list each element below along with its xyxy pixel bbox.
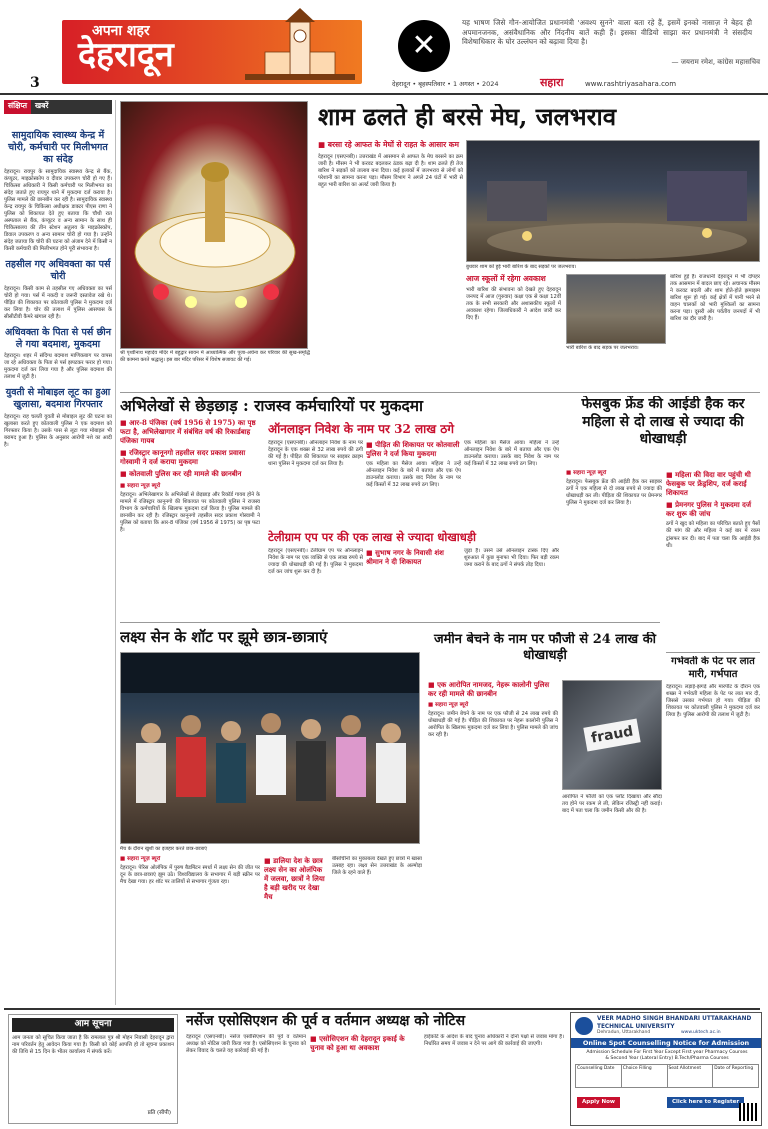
facebook-point-2: ■ प्रेमनगर पुलिस ने मुकदमा दर्ज कर शुरू की जांच (666, 500, 760, 518)
records-tamper-story (120, 418, 260, 618)
weather-continued: बारिश हुई है। राजधानी देहरादून में भी दोपहर तक आसमान में बादल छाए रहे। अचानक मौसम ने करवट बदली और शाम होते-होते झमाझम बारिश शुरू हो गई। कई क्षेत्रों में पानी भरने से वाहन चालकों को भारी मुश्किलों का सामना करना पड़ा। दूसरी ओर पर्वतीय जनपदों में भी बारिश का दौर जारी है। (670, 274, 760, 323)
soldier-fraud-headline: जमीन बेचने के नाम पर फौजी से 24 लाख की धोखाधड़ी (433, 632, 657, 664)
telegram-fraud-kicker: ■ सुभाष नगर के निवासी शंश श्रीमान ने दी शिकायत (366, 548, 461, 566)
public-notice-sign: प्रति (सीपी) (147, 1109, 171, 1116)
nurses-association-kicker-box (310, 1034, 420, 1124)
masthead (0, 0, 768, 96)
assault-headline: गर्भवती के पेट पर लात मारी, गर्भपात (671, 656, 755, 680)
records-point-3: ■ कोतवाली पुलिस कर रही मामले की छानबीन (120, 469, 260, 478)
byline: ■ सहारा न्यूज़ ब्यूरो (120, 856, 260, 863)
brief-item (4, 259, 112, 321)
section-rule (666, 652, 760, 653)
section-rule (120, 392, 760, 393)
lakshya-sen-kicker-box (264, 856, 328, 1006)
lakshya-sen-story (120, 856, 260, 1006)
byline: ■ सहारा न्यूज़ ब्यूरो (120, 483, 260, 490)
facebook-fraud-body: देहरादून। फेसबुक फ्रेंड की आईडी हैक कर साइबर ठगों ने एक महिला से दो लाख रुपये से ज्यादा की धोखाधड़ी कर ली। पीड़िता की शिकायत पर प्रेमनगर पुलिस ने मुकदमा दर्ज कर लिया है। (566, 479, 662, 507)
masthead-rule (0, 93, 768, 95)
school-holiday-kicker: आज स्कूलों में रहेगा अवकाश (466, 274, 546, 283)
facebook-point-1: ■ महिला की विदा वार पहुंची थी फेसबुक पर फ्रेंड्रशिप, दर्ज कराई शिकायत (666, 470, 760, 497)
brief-body: देहरादून। शहर में संदिग्ध बदमाश माणिकबाग पर वापस जा रहे अधिवक्ता के पिता से पर्स झपटकर फरार हो गया। मुकदमा दर्ज कर लिया गया है और पुलिस बदमाश की तलाश में जुटी है। (4, 353, 112, 381)
weather-body: देहरादून (एसएनबी)। उत्तराखंड में आसमान से आफत के मेघ बरसने का क्रम जारी है। मौसम ने भी करवट बदलकर ठंडक बढ़ा दी है। शाम ढलते ही तेज बारिश ने सड़कों को तालाब बना दिया। कई इलाकों में जलभराव से लोगों को परेशानी का सामना करना पड़ा। मौसम विभाग ने अगले 24 घंटों में भारी से बहुत भारी बारिश का अलर्ट जारी किया है। (318, 153, 463, 188)
ad-col-c: Seat Allotment (668, 1065, 714, 1087)
university-website[interactable]: www.uktech.ac.in (681, 1030, 721, 1035)
section-rule (120, 622, 660, 623)
byline: ■ सहारा न्यूज़ ब्यूरो (428, 702, 558, 709)
nurses-association-headline: नर्सेज एसोसिएशन की पूर्व व वर्तमान अध्यक्ष को नोटिस (186, 1013, 466, 1029)
ad-col-d: Date of Reporting (714, 1066, 754, 1071)
apply-now-button[interactable]: Apply Now (577, 1097, 620, 1108)
public-notice-title: आम सूचना (12, 1018, 174, 1032)
quote-author: — जयराम रमेश, कांग्रेस महासचिव (671, 58, 760, 66)
nurses-association-kicker: ■ एसोसिएशन की देहरादून इकाई के चुनाव को हुआ था अवकाश (310, 1034, 420, 1052)
page-number: 3 (30, 75, 40, 91)
university-logo-icon (575, 1017, 593, 1035)
main-headline: शाम ढलते ही बरसे मेघ, जलभराव (318, 104, 617, 131)
brief-body: देहरादून। रायपुर के सामुदायिक स्वास्थ्य केन्द्र से बैंक, कंप्यूटर, माइक्रोस्कोप व दीवार उपकरण चोरी हो गए हैं। चिकित्सा अधिकारी ने किसी कर्मचारी पर मिलीभगत का संदेह जताते हुए रायपुर थाने में मुकदमा दर्ज कराया है। पुलिस मामले की छानबीन कर रही है। सामुदायिक स्वास्थ्य केन्द्र रायपुर के चिकित्सा अधीक्षक डाक्टर पीएस राणा ने पुलिस को शिकायत देते हुए बताया कि चौथी रात अस्पताल से बैंक, कंप्यूटर व अन्य सामान के साथ ही चिकित्सालय की तीन स्टेशन अतुलय के माइक्रोस्कोप, डिवाल उपकरण व अन्य सामान चोरी हो गया है। उन्होंने संदेह जताया कि चोरी की घटना को अंजाम देने में किसी न किसी कर्मचारी की मिलीभगत होने पूरी संभावना है। (4, 168, 112, 252)
lakshya-sen-body-2: बीसोचीनो का मुकाबला देखते हुए छात्रों में खासा उत्साह रहा। लक्ष्य सेन उत्तराखंड के अल्मोड़ा जिले के रहने वाले हैं। (332, 856, 422, 877)
soldier-fraud-body-2: आरोपित ने फौजी को एक प्लॉट दिखाया और सौदा तय होने पर रकम ले ली, लेकिन रजिस्ट्री नहीं कराई। बाद में पता चला कि जमीन किसी और की है। (562, 794, 662, 815)
brand-small: अपना शहर (92, 23, 150, 39)
dateline: देहरादून • बृहस्पतिवार • 1 अगस्त • 2024 (392, 80, 499, 88)
students-photo-caption: मैच के दौरान खुशी का इजहार करते छात्र-छात्राएं (120, 846, 207, 852)
facebook-fraud-points (666, 470, 760, 650)
brief-body: देहरादून। राह चलती युवती से मोबाइल लूट की घटना का खुलासा करते हुए कोतवाली पुलिस ने एक बदमाश को गिरफ्तार किया है। उसके पास से लूटा गया मोबाइल भी बरामद हुआ है। पुलिस के अनुसार आरोपी नशे का आदी है। (4, 414, 112, 449)
telegram-fraud-headline: टेलीग्राम एप पर की एक लाख से ज्यादा धोखाधड़ी (268, 530, 476, 544)
clock-tower-illustration (245, 8, 355, 82)
brief-item (4, 130, 112, 253)
lakshya-sen-body: देहरादून। पेरिस ओलंपिक में पुरुष बैडमिंटन स्पर्धा में लक्ष्य सेन की जीत पर दून के छात्र-छात्राएं झूम उठे। विश्वविद्यालय के सभागार में बड़ी स्क्रीन पर मैच देखा गया। हर शॉट पर तालियों से सभागार गूंजता रहा। (120, 865, 260, 886)
website-url[interactable]: www.rashtriyasahara.com (585, 80, 677, 88)
x-logo-icon: ✕ (398, 20, 450, 72)
rain-photo (466, 140, 760, 262)
brief-item (4, 387, 112, 449)
records-body: देहरादून। अभिलेखागार के अभिलेखों से छेड़छाड़ और रिकॉर्ड गायब होने के मामले में रजिस्ट्रार कानूनगो की शिकायत पर कोतवाली पुलिस ने राजस्व विभाग के कर्मचारियों के खिलाफ मुकदमा दर्ज किया है। पुलिस मामले की छानबीन कर रही है। रजिस्ट्रार कानूनगो तहसील सदर प्रकाश गोस्वामी ने पुलिस को बताया कि आर-8 पंजिका (वर्ष 1956 से 1975) का पृष्ठ फटा है। (120, 491, 260, 533)
students-celebration-photo (120, 652, 420, 844)
ad-schedule-table (575, 1064, 759, 1088)
section-rule (4, 1008, 760, 1010)
online-fraud-kicker: ■ पीड़ित की शिकायत पर कोतवाली पुलिस ने दर्ज किया मुकदमा (366, 440, 461, 458)
online-fraud-body-2: एक महिला का मैसेज आया। महिला ने उन्हें ऑनलाइन निवेश के बारे में बताया और एक ऐप डाउनलोड कराया। उसके बाद निवेश के नाम पर कई किस्तों में 32 लाख रुपये ठग लिए। (366, 461, 461, 489)
weather-story (318, 140, 463, 390)
brief-title: युवती से मोबाइल लूट का हुआ खुलासा, बदमाश गिरफ्तार (5, 387, 111, 411)
ad-title: Online Spot Counselling Notice for Admission (571, 1038, 761, 1048)
soldier-fraud-body: देहरादून। जमीन बेचने के नाम पर एक फौजी से 24 लाख रुपये की धोखाधड़ी की गई है। पीड़ित की शिकायत पर नेहरू कालोनी पुलिस ने आरोपित के खिलाफ मुकदमा दर्ज कर लिया है। पुलिस मामले की जांच कर रही है। (428, 711, 558, 739)
university-ad[interactable] (570, 1012, 762, 1126)
online-fraud-headline: ऑनलाइन निवेश के नाम पर 32 लाख ठगे (268, 422, 454, 436)
online-fraud-kicker-box (366, 440, 461, 530)
public-notice-body: आम जनता को सूचित किया जाता है कि रामलाल पुत्र श्री मोहन निवासी देहरादून द्वारा नाम परिवर्तन हेतु आवेदन किया गया है। किसी को कोई आपत्ति हो तो सूचना प्रकाशन की तिथि से 15 दिन के भीतर कार्यालय में संपर्क करें। (12, 1034, 174, 1055)
ad-col-a: Counselling Date (576, 1065, 622, 1087)
brief-title: सामुदायिक स्वास्थ्य केन्द्र में चोरी, कर्मचारी पर मिलीभगत का संदेह (8, 130, 108, 165)
online-fraud-body: देहरादून (एसएनबी)। ऑनलाइन निवेश के नाम पर देहरादून के एक शख्स से 32 लाख रुपये की ठगी की गई है। पीड़ित की शिकायत पर साइबर क्राइम थाना पुलिस ने मुकदमा दर्ज कर लिया है। (268, 440, 363, 468)
facebook-fraud-body-2: ठगों ने खुद को महिला का परिचित बताते हुए पैसों की मांग की और महिला ने कई बार में रकम ट्रांसफर कर दी। बाद में पता चला कि आईडी हैक थी। (666, 521, 760, 549)
lakshya-sen-headline: लक्ष्य सेन के शॉट पर झूमे छात्र-छात्राएं (120, 628, 328, 646)
brief-item (4, 327, 112, 382)
waterlogging-photo (566, 274, 666, 344)
soldier-fraud-kicker: ■ एक आरोपित नामजद, नेहरू कालोनी पुलिस कर रही मामले की छानबीन (428, 680, 558, 698)
school-holiday-story (466, 274, 561, 390)
byline: ■ सहारा न्यूज़ ब्यूरो (566, 470, 662, 477)
temple-photo (120, 101, 308, 349)
facebook-fraud-headline: फेसबुक फ्रेंड की आईडी हैक कर महिला से दो लाख से ज्यादा की धोखाधड़ी (581, 396, 745, 447)
register-button[interactable]: Click here to Register (667, 1097, 744, 1108)
rain-photo-caption: बुधवार शाम को हुई भारी बारिश के बाद सड़कों पर जलभराव। (466, 264, 577, 270)
brand-title: देहरादून (78, 35, 174, 75)
paper-logo: सहारा (540, 76, 564, 89)
records-tamper-headline: अभिलेखों से छेड़छाड़ : राजस्व कर्मचारियों पर मुकदमा (120, 396, 423, 415)
temple-photo-caption: श्री पृथ्वीनाथ महादेव मंदिर में बहुद्वार सावन में आध्यात्मिक और पूजा-अर्चना कर परिवार की सुख-समृद्धि की कामना करते श्रद्धालु। इस बार मंदिर परिसर में विशेष सजावट की गई। (120, 350, 310, 363)
records-point-1: ■ आर-8 पंजिका (वर्ष 1956 से 1975) का पृष्ठ फटा है, अभिलेखागार में संबंधित वर्ष की रिकार्डबाह पंजिका गायब (120, 418, 260, 445)
telegram-fraud-body: देहरादून (एसएनबी)। टेलीग्राम एप पर ऑनलाइन निवेश के नाम पर एक व्यक्ति से एक लाख रुपये से ज्यादा की धोखाधड़ी की गई है। पुलिस ने मुकदमा दर्ज कर जांच शुरू कर दी है। (268, 548, 363, 576)
quote-text: यह भाषण जिसे गौन-आयोजित प्रधानमंत्री 'अवश्य सुनने' वाला बता रहे हैं, इसमें इनको नासाज़ ने बेहद ही अपमानजनक, असंवैधानिक और निंदनीय बातें कही हैं। इसका वीडियो साझा कर प्रधानमंत्री ने संसदीय विशेषाधिकार के घोर उल्लंघन को बढ़ावा दिया है। (462, 18, 752, 47)
lakshya-sen-kicker: ■ डालिया देश के छात्र लक्ष्य सेन का ओलंपिक में जलवा, छात्रों ने लिया है बड़ी खरीद पर देखा मैच (264, 856, 328, 901)
ad-line-1: Admission Schedule For First Year Except First year Pharmacy Courses (586, 1050, 748, 1055)
ad-line-2: & Second Year (Lateral Entry) B.Tech/Pharma Courses (605, 1056, 729, 1061)
telegram-fraud-kicker-box (366, 548, 461, 618)
brief-title: अधिवक्ता के पिता से पर्स छीन ले गया बदमाश, मुकदमा (4, 326, 111, 350)
waterlogging-caption: भारी बारिश के बाद सड़क पर जलभराव। (566, 345, 639, 351)
school-holiday-body: भारी बारिश की संभावना को देखते हुए देहरादून जनपद में आज (गुरुवार) कक्षा एक से कक्षा 12वीं तक के सभी सरकारी और अशासकीय स्कूलों में अवकाश रहेगा। जिलाधिकारी ने आदेश जारी कर दिए हैं। (466, 286, 561, 321)
telegram-fraud-body-2: जुड़ा है। उसने उसे ऑनलाइन टास्क दिए और शुरुआत में कुछ मुनाफा भी दिया। फिर बड़ी रकम जमा कराने के बाद ठगों ने संपर्क तोड़ दिया। (464, 548, 559, 569)
records-point-2: ■ रजिस्ट्रार कानूनगो तहसील सदर प्रकाश प्रवासा गोस्वामी ने दर्ज कराया मुकदमा (120, 448, 260, 466)
column-divider (115, 100, 116, 1005)
nurses-association-body-2: हाईकोर्ट के आदेश के बाद चुनाव अधिकारी ने दोनों पक्षों से जवाब मांगा है। निर्धारित समय में जवाब न देने पर आगे की कार्रवाई की जाएगी। (424, 1034, 564, 1048)
facebook-fraud-story (566, 470, 662, 650)
brief-body: देहरादून। किसी काम से तहसील गए अधिवक्ता का पर्स चोरी हो गया। पर्स में नकदी व जरूरी दस्तावेज रखे थे। पीड़ित की शिकायत पर कोतवाली पुलिस ने मुकदमा दर्ज कर लिया है। चोर की तलाश में पुलिस आसपास के सीसीटीवी कैमरे खंगाल रही है। (4, 285, 112, 320)
brief-title: तहसील गए अधिवक्ता का पर्स चोरी (5, 258, 111, 282)
fraud-photo (562, 680, 662, 790)
fraud-photo-label: fraud (583, 718, 641, 751)
soldier-fraud-story (428, 680, 558, 1006)
public-notice (8, 1014, 178, 1124)
assault-body: देहरादून। लड़ाई-झगड़े और मारपीट के दौरान एक शख्स ने गर्भवती महिला के पेट पर लात मार दी, जिससे उसका गर्भपात हो गया। पीड़िता की शिकायत पर कोतवाली पुलिस ने मुकदमा दर्ज कर लिया है। पुलिस आरोपी की तलाश में जुटी है। (666, 684, 760, 719)
online-fraud-continued: एक महिला का मैसेज आया। महिला ने उन्हें ऑनलाइन निवेश के बारे में बताया और एक ऐप डाउनलोड कराया। उसके बाद निवेश के नाम पर कई किस्तों में 32 लाख रुपये ठग लिए। (464, 440, 559, 468)
briefs-label-a: संक्षिप्त (4, 100, 31, 114)
university-name: VEER MADHO SINGH BHANDARI UTTARAKHAND TECHNICAL UNIVERSITY (597, 1016, 752, 1030)
briefs-header (4, 100, 112, 114)
nurses-association-body: देहरादून (एसएनबी)। नर्सेज एसोसिएशन की पूर्व व वर्तमान अध्यक्ष को नोटिस जारी किया गया है। एसोसिएशन के चुनाव को लेकर विवाद के चलते यह कार्रवाई की गई है। (186, 1034, 306, 1055)
university-address: Dehradun, Uttarakhand (597, 1030, 651, 1035)
briefs-label-b: खबरें (31, 100, 112, 114)
briefs-column (4, 100, 112, 1005)
qr-code-icon (739, 1103, 757, 1121)
weather-kicker: ■ बरसा रहे आफत के मेघों से राहत के आसार कम (318, 140, 463, 150)
ad-col-b: Choice Filling (622, 1065, 668, 1087)
